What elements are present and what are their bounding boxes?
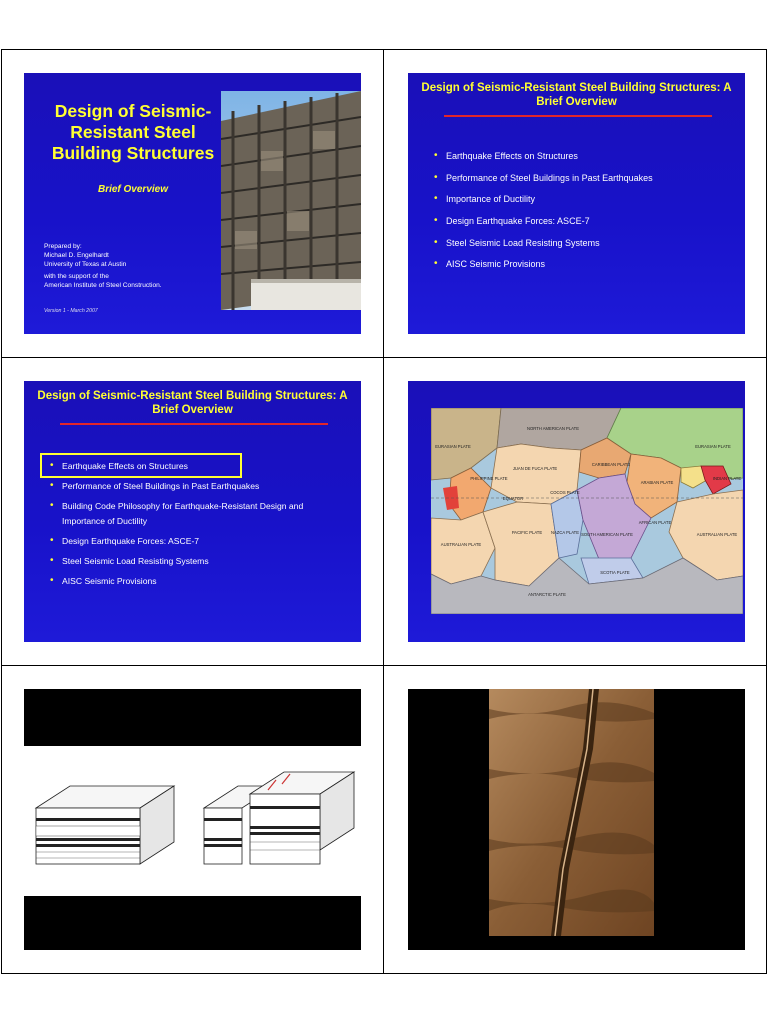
map-label-caribbean: CARIBBEAN PLATE <box>591 462 631 467</box>
slide-plate-map <box>408 381 745 642</box>
map-label-antarctic: ANTARCTIC PLATE <box>528 592 566 597</box>
list-item: • Design Earthquake Forces: ASCE-7 <box>432 216 732 228</box>
list-item: • Steel Seismic Load Resisting Systems <box>48 554 348 569</box>
grid-column-divider <box>383 49 384 974</box>
slide-title <box>24 73 361 334</box>
map-label-equator: EQUATOR <box>502 496 524 501</box>
version-text: Version 1 - March 2007 <box>44 308 98 314</box>
slide-fault-diagram <box>24 689 361 950</box>
map-label-juan-de-fuca: JUAN DE FUCA PLATE <box>512 466 558 471</box>
support-line-2: American Institute of Steel Construction. <box>44 282 162 290</box>
steel-frame-building-photo <box>221 91 361 310</box>
list-item: • Building Code Philosophy for Earthquake-Resistant Design and Importance of Ductility <box>48 499 348 529</box>
prepared-by-label: Prepared by: <box>44 243 82 250</box>
grid-row-divider <box>1 665 767 666</box>
list-item: • Earthquake Effects on Structures <box>48 459 348 474</box>
title-underline <box>444 115 712 117</box>
list-item: • AISC Seismic Provisions <box>48 574 348 589</box>
slide-fault-photo <box>408 689 745 950</box>
map-label-cocos: COCOS PLATE <box>550 490 580 495</box>
list-item: • Design Earthquake Forces: ASCE-7 <box>48 534 348 549</box>
author-affiliation: University of Texas at Austin <box>44 260 127 268</box>
list-item: • AISC Seismic Provisions <box>432 259 732 271</box>
slide-outline-highlight <box>24 381 361 642</box>
map-label-philippine: PHILIPPINE PLATE <box>470 476 508 481</box>
map-label-australian-right: AUSTRALIAN PLATE <box>696 532 738 537</box>
list-item: • Steel Seismic Load Resisting Systems <box>432 238 732 250</box>
faulted-rock-block <box>204 772 354 864</box>
list-item: • Earthquake Effects on Structures <box>432 151 732 163</box>
map-label-african: AFRICAN PLATE <box>638 520 672 525</box>
map-label-pacific: PACIFIC PLATE <box>511 530 543 535</box>
support-line-1: with the support of the <box>44 273 109 281</box>
outline-list <box>432 151 732 281</box>
outline-list <box>48 459 348 594</box>
slide-header-band <box>24 689 361 746</box>
list-item: • Performance of Steel Buildings in Past Earthquakes <box>432 173 732 185</box>
map-label-arabian: ARABIAN PLATE <box>640 480 674 485</box>
map-label-australian-left: AUSTRALIAN PLATE <box>440 542 482 547</box>
intact-rock-block <box>36 786 174 864</box>
outline-title: Design of Seismic-Resistant Steel Building Structures: A Brief Overview <box>421 82 732 108</box>
map-label-eurasian-right: EURASIAN PLATE <box>695 444 731 449</box>
slide-title-subtitle: Brief Overview <box>97 184 169 195</box>
fault-block-diagram <box>24 746 361 896</box>
map-label-indian: INDIAN PLATE <box>712 476 742 481</box>
grid-row-divider <box>1 357 767 358</box>
slide-outline <box>408 73 745 334</box>
map-label-scotia: SCOTIA PLATE <box>600 570 630 575</box>
map-label-eurasian-left: EURASIAN PLATE <box>435 444 471 449</box>
tectonic-plate-map <box>431 408 743 614</box>
map-label-nazca: NAZCA PLATE <box>550 530 580 535</box>
list-item: • Performance of Steel Buildings in Past Earthquakes <box>48 479 348 494</box>
diagram-area <box>24 746 361 896</box>
author-name: Michael D. Engelhardt <box>44 251 109 259</box>
map-label-north-american: NORTH AMERICAN PLATE <box>527 426 579 431</box>
outline-title: Design of Seismic-Resistant Steel Building Structures: A Brief Overview <box>37 390 348 416</box>
list-item: • Importance of Ductility <box>432 194 732 206</box>
slide-footer-band <box>24 896 361 950</box>
fault-scarp-aerial-photo <box>489 689 654 936</box>
slide-title-heading: Design of Seismic-Resistant Steel Building Structures <box>51 101 215 163</box>
slide-title-credits <box>44 243 224 291</box>
title-underline <box>60 423 328 425</box>
map-label-south-american: SOUTH AMERICAN PLATE <box>581 532 633 537</box>
